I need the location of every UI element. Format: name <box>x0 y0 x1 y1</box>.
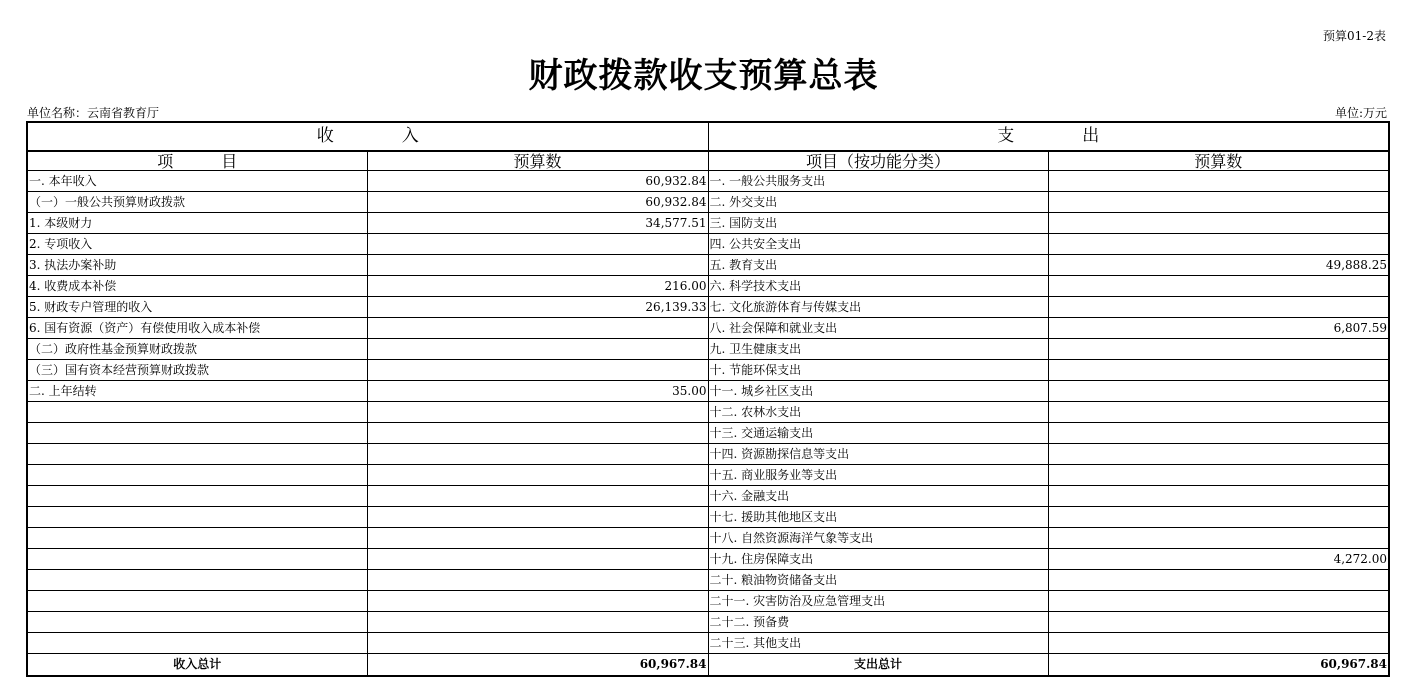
income-item-cell: （二）政府性基金预算财政拨款 <box>27 339 367 360</box>
income-value-cell <box>367 360 708 381</box>
expense-item-cell: 二十三. 其他支出 <box>708 633 1048 654</box>
expense-item-cell: 一. 一般公共服务支出 <box>708 171 1048 192</box>
currency-unit: 单位:万元 <box>1334 106 1387 120</box>
income-value-cell <box>367 402 708 423</box>
table-row <box>27 276 1389 297</box>
income-item-cell: 1. 本级财力 <box>27 213 367 234</box>
page-title: 财政拨款收支预算总表 <box>528 56 879 96</box>
expense-item-cell: 二十一. 灾害防治及应急管理支出 <box>708 591 1048 612</box>
income-value-cell <box>367 633 708 654</box>
table-body <box>27 171 1389 654</box>
income-item-cell <box>27 465 367 486</box>
income-item-cell: 3. 执法办案补助 <box>27 255 367 276</box>
table-row <box>27 297 1389 318</box>
income-item-cell <box>27 591 367 612</box>
table-row <box>27 255 1389 276</box>
income-value-cell <box>367 591 708 612</box>
income-item-cell <box>27 444 367 465</box>
table-row <box>27 570 1389 591</box>
expense-value-cell: 6,807.59 <box>1048 318 1389 339</box>
income-value-cell: 34,577.51 <box>367 213 708 234</box>
income-item-cell <box>27 528 367 549</box>
expense-value-cell <box>1048 570 1389 591</box>
table-row <box>27 444 1389 465</box>
income-value-cell: 216.00 <box>367 276 708 297</box>
expense-item-cell: 十. 节能环保支出 <box>708 360 1048 381</box>
expense-value-cell <box>1048 276 1389 297</box>
expense-value-cell <box>1048 591 1389 612</box>
expense-value-cell: 4,272.00 <box>1048 549 1389 570</box>
expense-item-cell: 二. 外交支出 <box>708 192 1048 213</box>
expense-item-cell: 五. 教育支出 <box>708 255 1048 276</box>
income-item-cell <box>27 633 367 654</box>
budget-header: 预算数 <box>367 151 708 171</box>
expense-item-cell: 十七. 援助其他地区支出 <box>708 507 1048 528</box>
expense-total-value: 60,967.84 <box>1048 654 1389 677</box>
income-value-cell <box>367 255 708 276</box>
income-item-cell: 2. 专项收入 <box>27 234 367 255</box>
table-row <box>27 402 1389 423</box>
table-row <box>27 528 1389 549</box>
income-item-cell <box>27 549 367 570</box>
form-number: 预算01-2表 <box>1323 29 1386 43</box>
expense-value-cell <box>1048 486 1389 507</box>
table-row <box>27 234 1389 255</box>
income-value-cell <box>367 570 708 591</box>
income-value-cell <box>367 318 708 339</box>
expense-item-cell: 二十. 粮油物资储备支出 <box>708 570 1048 591</box>
expense-item-cell: 八. 社会保障和就业支出 <box>708 318 1048 339</box>
expense-value-cell <box>1048 360 1389 381</box>
expense-value-cell <box>1048 402 1389 423</box>
expense-value-cell <box>1048 297 1389 318</box>
income-item-cell: 4. 收费成本补偿 <box>27 276 367 297</box>
table-row <box>27 360 1389 381</box>
expense-item-cell: 三. 国防支出 <box>708 213 1048 234</box>
header-row-sections <box>27 122 1389 151</box>
income-header: 收 入 <box>27 122 708 151</box>
income-total-label: 收入总计 <box>27 654 367 677</box>
expense-item-cell: 六. 科学技术支出 <box>708 276 1048 297</box>
table-row <box>27 381 1389 402</box>
expense-value-cell <box>1048 339 1389 360</box>
income-item-cell <box>27 570 367 591</box>
expense-total-label: 支出总计 <box>708 654 1048 677</box>
income-item-cell <box>27 402 367 423</box>
expense-value-cell <box>1048 381 1389 402</box>
income-value-cell: 35.00 <box>367 381 708 402</box>
income-item-cell <box>27 507 367 528</box>
table-row <box>27 192 1389 213</box>
income-value-cell <box>367 507 708 528</box>
expense-value-cell <box>1048 213 1389 234</box>
expense-item-cell: 十二. 农林水支出 <box>708 402 1048 423</box>
expense-value-cell <box>1048 528 1389 549</box>
item-header: 项 目 <box>27 151 367 171</box>
income-value-cell <box>367 444 708 465</box>
table-row <box>27 633 1389 654</box>
table-row <box>27 339 1389 360</box>
expense-value-cell <box>1048 234 1389 255</box>
income-value-cell <box>367 423 708 444</box>
table-row <box>27 213 1389 234</box>
income-item-cell <box>27 612 367 633</box>
income-item-cell: （一）一般公共预算财政拨款 <box>27 192 367 213</box>
expense-item-cell: 十五. 商业服务业等支出 <box>708 465 1048 486</box>
expense-value-cell <box>1048 192 1389 213</box>
expense-header: 支 出 <box>708 122 1389 151</box>
budget-header-expense: 预算数 <box>1048 151 1389 171</box>
table-row <box>27 507 1389 528</box>
expense-value-cell <box>1048 465 1389 486</box>
expense-item-cell: 十四. 资源勘探信息等支出 <box>708 444 1048 465</box>
income-value-cell <box>367 486 708 507</box>
income-item-cell: 一. 本年收入 <box>27 171 367 192</box>
expense-item-cell: 七. 文化旅游体育与传媒支出 <box>708 297 1048 318</box>
expense-value-cell <box>1048 444 1389 465</box>
budget-table <box>26 121 1390 677</box>
expense-item-cell: 九. 卫生健康支出 <box>708 339 1048 360</box>
income-total-value: 60,967.84 <box>367 654 708 677</box>
table-row <box>27 318 1389 339</box>
income-value-cell: 60,932.84 <box>367 192 708 213</box>
income-value-cell: 60,932.84 <box>367 171 708 192</box>
table-row <box>27 486 1389 507</box>
header-row-columns <box>27 151 1389 171</box>
expense-item-cell: 十六. 金融支出 <box>708 486 1048 507</box>
income-item-cell: 二. 上年结转 <box>27 381 367 402</box>
item-function-header: 项目（按功能分类） <box>708 151 1048 171</box>
expense-value-cell <box>1048 423 1389 444</box>
expense-value-cell <box>1048 612 1389 633</box>
expense-item-cell: 二十二. 预备费 <box>708 612 1048 633</box>
income-value-cell <box>367 339 708 360</box>
expense-item-cell: 四. 公共安全支出 <box>708 234 1048 255</box>
table-row <box>27 423 1389 444</box>
expense-item-cell: 十三. 交通运输支出 <box>708 423 1048 444</box>
income-item-cell: 6. 国有资源（资产）有偿使用收入成本补偿 <box>27 318 367 339</box>
income-value-cell: 26,139.33 <box>367 297 708 318</box>
income-value-cell <box>367 528 708 549</box>
income-value-cell <box>367 549 708 570</box>
income-item-cell <box>27 486 367 507</box>
expense-value-cell: 49,888.25 <box>1048 255 1389 276</box>
expense-item-cell: 十九. 住房保障支出 <box>708 549 1048 570</box>
income-value-cell <box>367 612 708 633</box>
table-row <box>27 465 1389 486</box>
expense-item-cell: 十八. 自然资源海洋气象等支出 <box>708 528 1048 549</box>
income-item-cell: （三）国有资本经营预算财政拨款 <box>27 360 367 381</box>
unit-name: 单位名称：云南省教育厅 <box>27 106 160 120</box>
expense-value-cell <box>1048 633 1389 654</box>
income-value-cell <box>367 234 708 255</box>
table-row <box>27 591 1389 612</box>
income-value-cell <box>367 465 708 486</box>
table-row <box>27 171 1389 192</box>
expense-value-cell <box>1048 171 1389 192</box>
expense-item-cell: 十一. 城乡社区支出 <box>708 381 1048 402</box>
income-item-cell <box>27 423 367 444</box>
expense-value-cell <box>1048 507 1389 528</box>
totals-row <box>27 654 1389 677</box>
income-item-cell: 5. 财政专户管理的收入 <box>27 297 367 318</box>
table-row <box>27 549 1389 570</box>
table-row <box>27 612 1389 633</box>
